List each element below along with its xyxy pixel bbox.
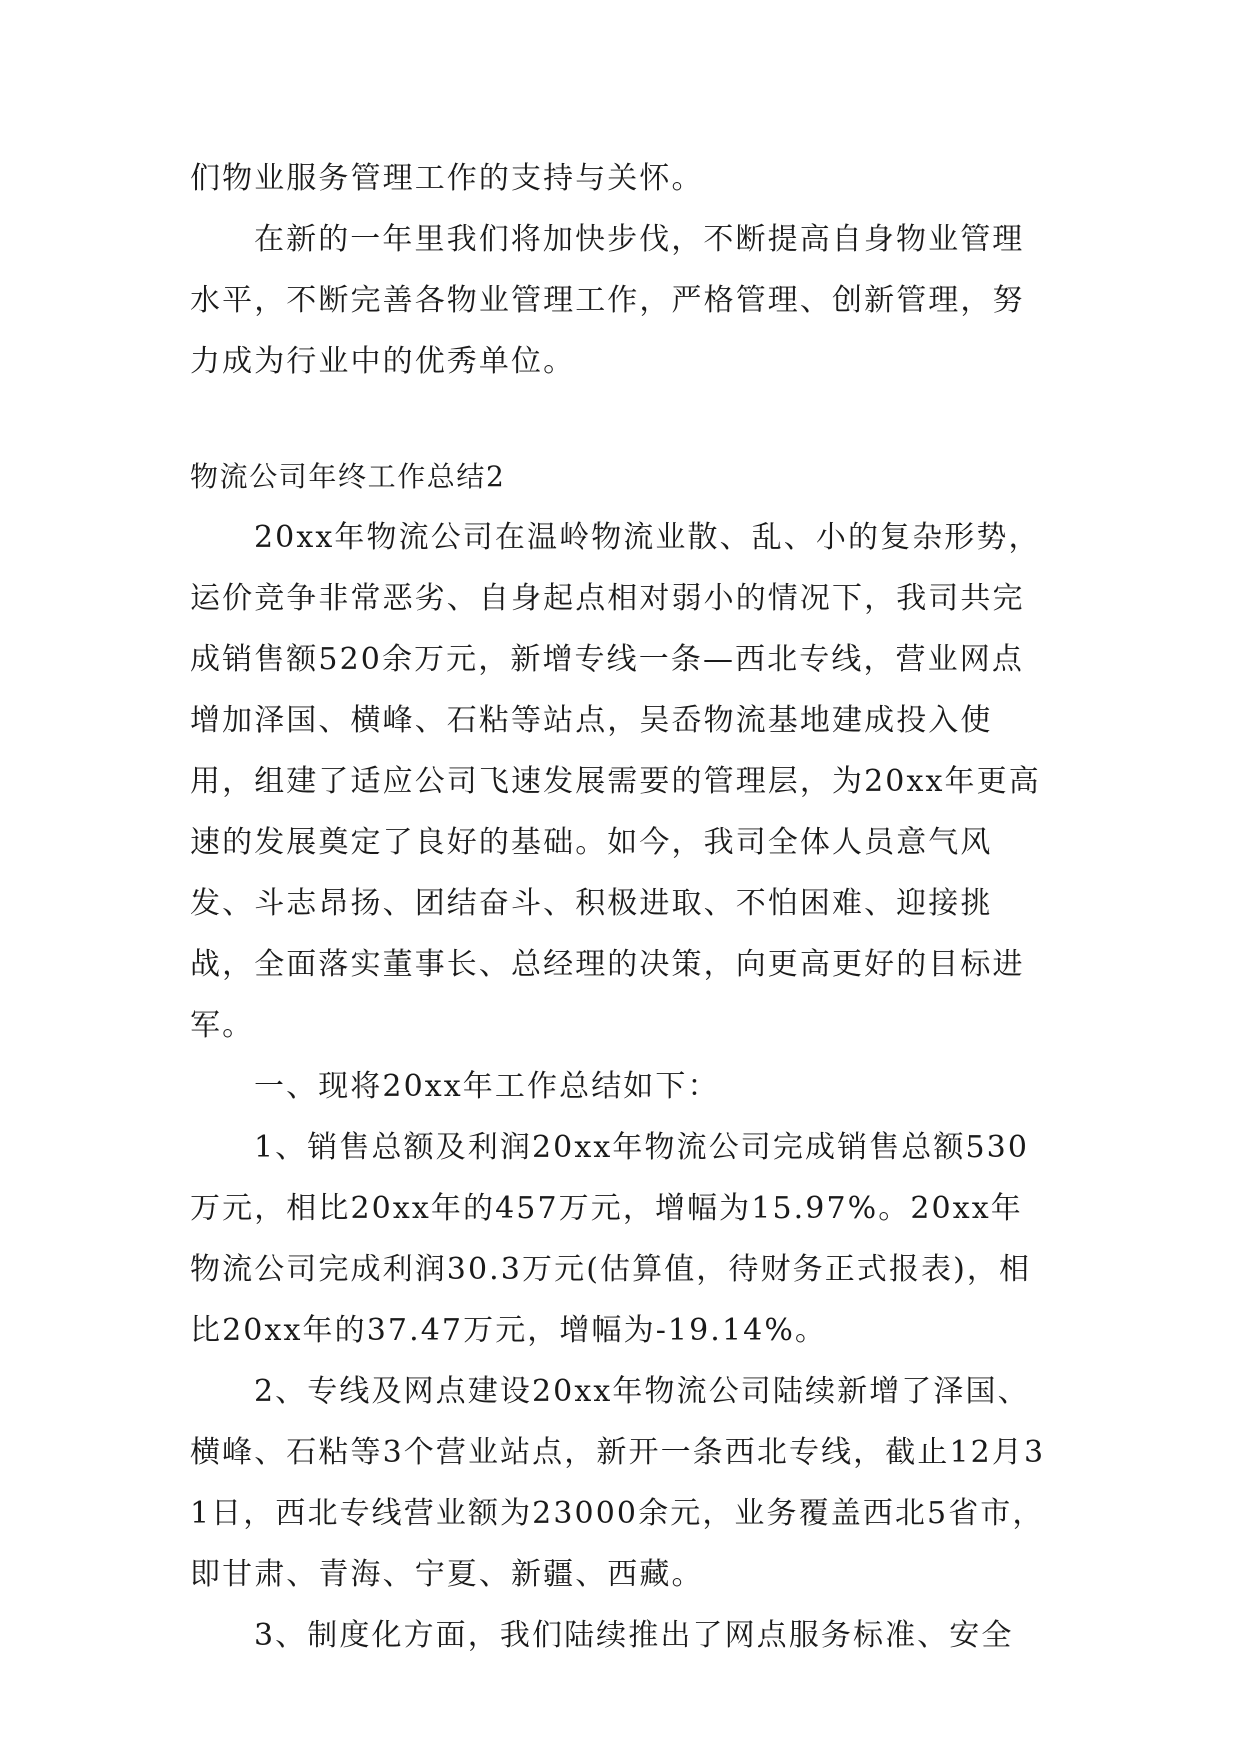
document-body bbox=[190, 148, 1050, 1666]
paragraph-overview: 20xx年物流公司在温岭物流业散、乱、小的复杂形势，运价竞争非常恶劣、自身起点相对弱小的情况下，我司共完成销售额520余万元，新增专线一条—西北专线，营业网点增加泽国、横峰、石粘等站点，吴岙物流基地建成投入使用，组建了适应公司飞速发展需要的管理层，为20xx年更高速的发展奠定了良好的基础。如今，我司全体人员意气风发、斗志昂扬、团结奋斗、积极进取、不怕困难、迎接挑战，全面落实董事长、总经理的决策，向更高更好的目标进军。 bbox=[190, 520, 1041, 1043]
paragraph-continuation: 们物业服务管理工作的支持与关怀。 bbox=[190, 161, 704, 196]
paragraph-summary-intro: 一、现将20xx年工作总结如下： bbox=[254, 1069, 720, 1104]
section-title: 物流公司年终工作总结2 bbox=[190, 460, 506, 493]
paragraph-new-year-plan: 在新的一年里我们将加快步伐，不断提高自身物业管理水平，不断完善各物业管理工作，严格管理、创新管理，努力成为行业中的优秀单位。 bbox=[190, 222, 1025, 379]
paragraph-sales-profit: 1、销售总额及利润20xx年物流公司完成销售总额530万元，相比20xx年的457万元，增幅为15.97%。20xx年物流公司完成利润30.3万元(估算值，待财务正式报表)，相比20xx年的37.47万元，增幅为-19.14%。 bbox=[190, 1130, 1032, 1348]
paragraph-institutionalization: 3、制度化方面，我们陆续推出了网点服务标准、安全 bbox=[254, 1618, 1014, 1653]
paragraph-lines-outlets: 2、专线及网点建设20xx年物流公司陆续新增了泽国、横峰、石粘等3个营业站点，新开一条西北专线，截止12月31日，西北专线营业额为23000余元，业务覆盖西北5省市，即甘肃、青海、宁夏、新疆、西藏。 bbox=[190, 1374, 1046, 1592]
